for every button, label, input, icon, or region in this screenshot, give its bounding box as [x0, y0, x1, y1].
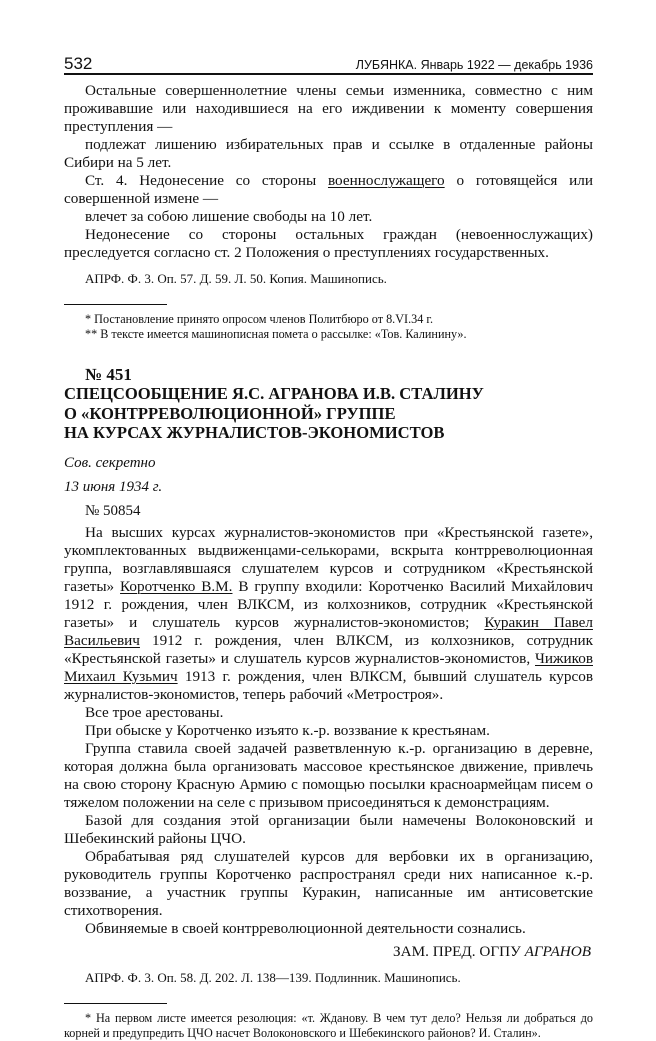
footnote-divider [64, 304, 167, 305]
footnotes [64, 1011, 593, 1041]
archive-source: АПРФ. Ф. 3. Оп. 58. Д. 202. Л. 138—139. Подлинник. Машинопись. [85, 969, 461, 985]
page-number: 532 [64, 54, 93, 73]
footnote-divider [64, 1003, 167, 1004]
footnote: * На первом листе имеется резолюция: «т. Жданову. В чем тут дело? Нельзя ли добраться до корней и предупредить ЦЧО насчет Волоконовского и Шебекинского районов? И. Сталин». [64, 1010, 593, 1040]
archive-source: АПРФ. Ф. 3. Оп. 57. Д. 59. Л. 50. Копия. Машинопись. [85, 271, 387, 286]
underlined-name: Чижиков Михаил Кузьмич [64, 649, 593, 685]
classification: Сов. секретно [64, 454, 156, 471]
previous-document-text [64, 82, 593, 262]
underlined-name: Коротченко В.М. [120, 577, 233, 595]
book-page [64, 54, 593, 1041]
registration-number: № 50854 [85, 502, 141, 519]
paragraph: Все трое арестованы. [85, 703, 224, 721]
paragraph: На высших курсах журналистов-экономистов при «Крестьянской газете», укомплектованных выдвиженцами-селькорами, вскрыта контрреволюционная группа, возглавлявшаяся слушателем курсов и сотрудником «Крестьянской газеты» Коротченко В.М. В группу входили: Коротченко Василий Михайлович 1912 г. рождения, член ВЛКСМ, из колхозников, сотрудник «Крестьянской газеты» и слушатель курсов журналистов-экономистов; Куракин Павел Васильевич 1912 г. рождения, член ВЛКСМ, из колхозников, сотрудник «Крестьянской газеты» и слушатель курсов журналистов-экономистов, Чижиков Михаил Кузьмич 1913 г. рождения, член ВЛКСМ, бывший слушатель курсов журналистов-экономистов, теперь рабочий «Метростроя». [64, 523, 593, 703]
document-number: № 451 [85, 365, 132, 384]
footnotes [64, 312, 593, 342]
paragraph: Обрабатывая ряд слушателей курсов для вербовки их в организацию, руководитель группы Коротченко распространял среди них написанное к.-р. воззвание, а участник группы Куракин, написанные им антисоветские стихотворения. [64, 847, 593, 919]
paragraph-article-4: Ст. 4. Недонесение со стороны военнослужащего о готовящейся или совершенной измене — [64, 172, 593, 207]
signature-name: АГРАНОВ [524, 942, 591, 960]
document-date: 13 июня 1934 г. [64, 478, 163, 495]
paragraph: При обыске у Коротченко изъято к.-р. воззвание к крестьянам. [85, 721, 490, 739]
underlined-name: Куракин Павел Васильевич [64, 613, 593, 649]
paragraph: влечет за собою лишение свободы на 10 лет. [85, 208, 373, 225]
document-body [64, 524, 593, 938]
paragraph: Группа ставила своей задачей разветвленную к.-р. организацию в деревне, которая должна была организовать массовое крестьянское движение, привлечь на свою сторону Красную Армию с помощью посылки красноармейцам писем о тяжелом положении на селе с призывом присоединяться к демонстрациям. [64, 739, 593, 811]
paragraph: Недонесение со стороны остальных граждан (невоеннослужащих) преследуется согласно ст. 2 Положения о преступлениях государственных. [64, 226, 593, 261]
document-meta [64, 454, 593, 496]
paragraph: Обвиняемые в своей контрреволюционной деятельности сознались. [85, 919, 526, 937]
footnote: ** В тексте имеется машинописная помета о рассылке: «Тов. Калинину». [85, 327, 467, 341]
paragraph: Остальные совершеннолетние члены семьи изменника, совместно с ним проживавшие или находившиеся на его иждивении к моменту совершения преступления — [64, 82, 593, 135]
underlined-term: военнослужащего [327, 172, 445, 189]
running-head-title: ЛУБЯНКА. Январь 1922 — декабрь 1936 [355, 58, 593, 72]
running-head [64, 54, 593, 75]
paragraph: Базой для создания этой организации были намечены Волоконовский и Шебекинский районы ЦЧО. [64, 811, 593, 847]
footnote: * Постановление принято опросом членов Политбюро от 8.VI.34 г. [85, 312, 434, 326]
document-title: СПЕЦСООБЩЕНИЕ Я.С. АГРАНОВА И.В. СТАЛИНУ О «КОНТРРЕВОЛЮЦИОННОЙ» ГРУППЕ НА КУРСАХ ЖУРНАЛИСТОВ-ЭКОНОМИСТОВ [64, 384, 484, 442]
signature-title: ЗАМ. ПРЕД. ОГПУ [393, 942, 525, 960]
paragraph: подлежат лишению избирательных прав и ссылке в отдаленные районы Сибири на 5 лет. [64, 136, 593, 171]
signature [64, 943, 593, 961]
